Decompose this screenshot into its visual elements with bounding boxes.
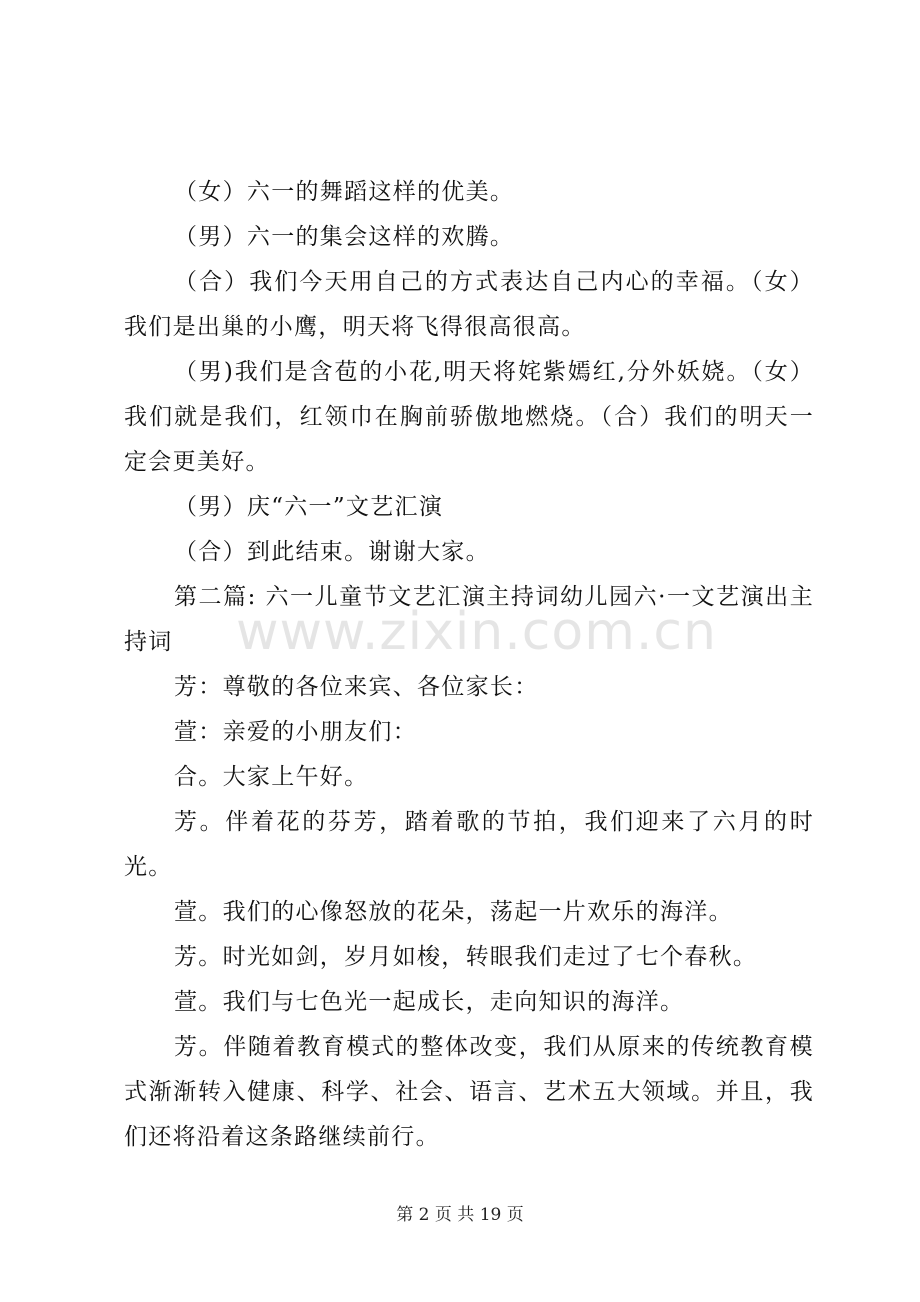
watermark: www.zixin.com.cn xyxy=(236,602,717,662)
paragraph-together-happiness: （合）我们今天用自己的方式表达自己内心的幸福。（女）我们是出巢的小鹰，明天将飞得很高很高。 xyxy=(124,269,814,340)
paragraph-male-gathering: （男）六一的集会这样的欢腾。 xyxy=(174,224,515,250)
paragraph-xuan-flowers: 萱。我们的心像怒放的花朵，荡起一片欢乐的海洋。 xyxy=(174,899,733,925)
paragraph-closing: （合）到此结束。谢谢大家。 xyxy=(174,539,490,565)
paragraph-fang-education: 芳。伴随着教育模式的整体改变，我们从原来的传统教育模式渐渐转入健康、科学、社会、语言、艺术五大领域。并且，我们还将沿着这条路继续前行。 xyxy=(124,1034,814,1150)
section-heading-part-two: 第二篇: 六一儿童节文艺汇演主持词幼儿园六·一文艺演出主持词 xyxy=(124,584,814,655)
paragraph-performance-title: （男）庆“六一”文艺汇演 xyxy=(174,494,444,520)
paragraph-fang-time: 芳。时光如剑，岁月如梭，转眼我们走过了七个春秋。 xyxy=(174,944,758,970)
document-body xyxy=(124,170,814,1160)
paragraph-male-flowers: （男)我们是含苞的小花,明天将姹紫嫣红,分外妖娆。（女）我们就是我们，红领巾在胸前骄傲地燃烧。（合）我们的明天一定会更美好。 xyxy=(124,359,814,475)
paragraph-fang-june: 芳。伴着花的芬芳，踏着歌的节拍，我们迎来了六月的时光。 xyxy=(124,809,814,880)
paragraph-xuan-greeting-children: 萱：亲爱的小朋友们： xyxy=(174,719,417,745)
paragraph-together-good-morning: 合。大家上午好。 xyxy=(174,764,369,790)
paragraph-fang-greeting-guests: 芳：尊敬的各位来宾、各位家长： xyxy=(174,674,539,700)
paragraph-female-dance: （女）六一的舞蹈这样的优美。 xyxy=(174,179,515,205)
paragraph-xuan-grow: 萱。我们与七色光一起成长，走向知识的海洋。 xyxy=(174,989,685,1015)
page-number-footer: 第 2 页 共 19 页 xyxy=(396,1205,524,1225)
